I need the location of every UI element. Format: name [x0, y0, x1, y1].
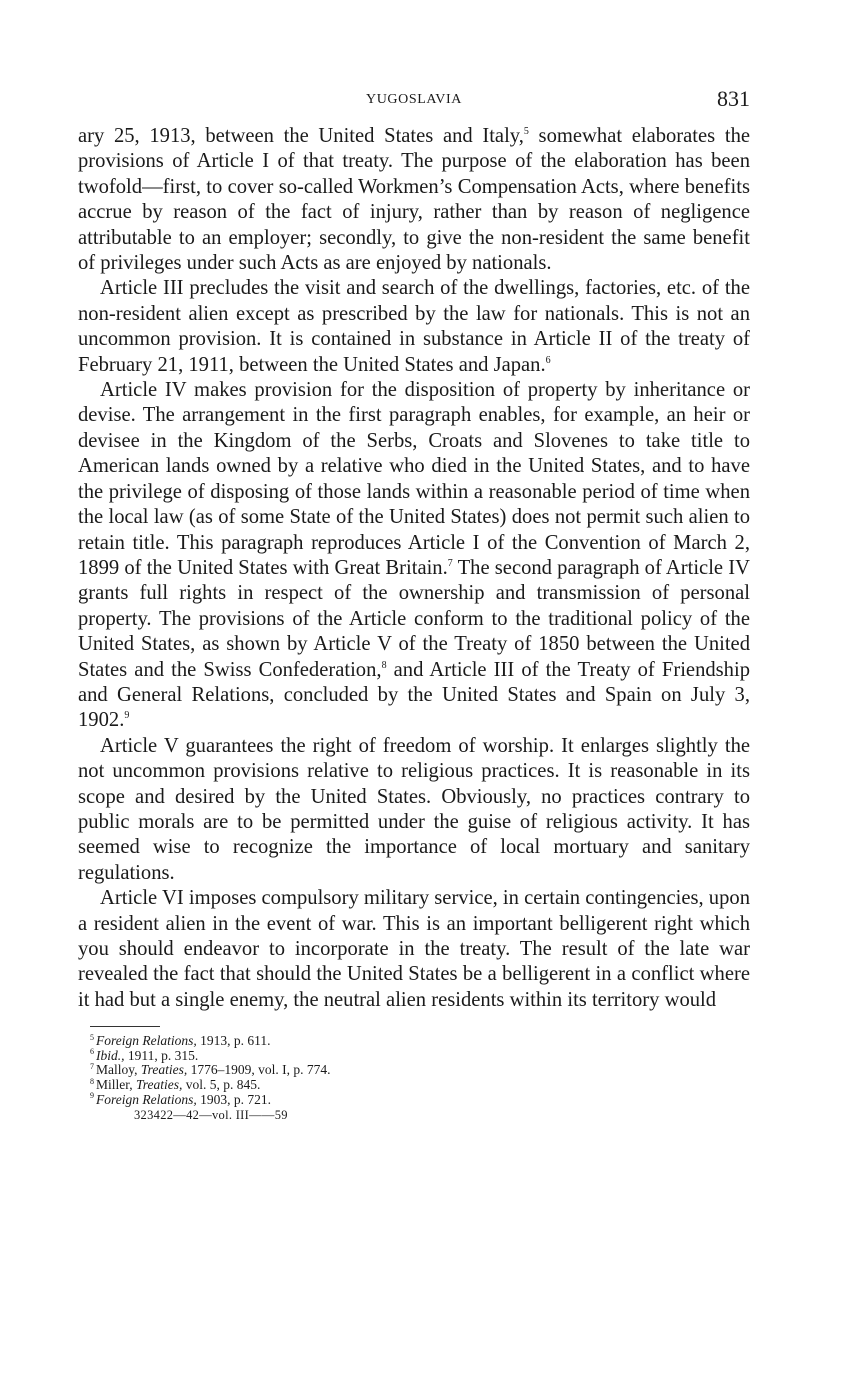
footnote [90, 1034, 750, 1049]
body-paragraph [78, 734, 750, 886]
paragraph-text: Article VI imposes compulsory military service, in certain contingencies, upon a resident alien in the event of war. This is an important belligerent right which you should endeavor to incorporate in the treaty. The result of the late war revealed the fact that should the United States be a belligerent in a conflict where it had but a single enemy, the neutral alien residents within its territory would [78, 887, 750, 1011]
page-number: 831 [717, 86, 750, 111]
footnote-source-title: Ibid., [96, 1047, 125, 1063]
footnote [90, 1063, 750, 1078]
footnote-source-title: Foreign Relations, [96, 1033, 197, 1049]
body-paragraph [78, 886, 750, 1013]
paragraph-text: somewhat elaborates the provisions of Article I of that treaty. The purpose of the elaboration has been twofold—first, to cover so-called Workmen’s Compensation Acts, where benefits accrue by reason of the fact of injury, rather than by reason of negligence attributable to an employer; secondly, to give the non-resident the same benefit of privileges under such Acts as are enjoyed by nationals. [78, 125, 750, 275]
footnote-citation: vol. 5, p. 845. [182, 1077, 261, 1092]
paragraph-text: Article IV makes provision for the disposition of property by inheritance or devise. The arrangement in the first paragraph enables, for example, an heir or devisee in the Kingdom of the Serbs, Croats and Slovenes to take title to American lands owned by a relative who died in the United States, and to have the privilege of disposing of those lands within a reasonable period of time when the local law (as of some State of the United States) does not permit such alien to retain title. This paragraph reproduces Article I of the Convention of March 2, 1899 of the United States with Great Britain. [78, 379, 750, 579]
paragraph-text: and Article III of the Treaty of Friendship and General Relations, concluded by the United States and Spain on July 3, 1902. [78, 658, 750, 732]
body-text [78, 124, 750, 1013]
footnote-mark: 8 [90, 1076, 94, 1086]
footnote-author: Miller, [96, 1077, 136, 1092]
footnote-mark: 5 [90, 1032, 94, 1042]
paragraph-text: ary 25, 1913, between the United States and Italy, [78, 125, 524, 147]
footnote [90, 1078, 750, 1093]
footnote-mark: 6 [90, 1047, 94, 1057]
running-title: YUGOSLAVIA [366, 92, 462, 107]
body-paragraph [78, 276, 750, 378]
footnote-source-title: Treaties, [140, 1062, 188, 1078]
body-paragraph [78, 378, 750, 734]
running-head [78, 86, 750, 116]
footnote-reference: 8 [381, 659, 387, 671]
footnote-reference: 9 [124, 710, 130, 722]
printer-signature: 323422—42—vol. III——59 [134, 1108, 288, 1123]
paragraph-text: Article III precludes the visit and search of the dwellings, factories, etc. of the non-resident alien except as prescribed by the law for nationals. This is not an uncommon provision. It is contained in substance in Article II of the treaty of February 21, 1911, between the United States and Japan. [78, 277, 750, 376]
paragraph-text: The second paragraph of Article IV grants full rights in respect of the ownership and transmission of personal property. The provisions of the Article conform to the traditional policy of the United States, as shown by Article V of the Treaty of 1850 between the United States and the Swiss Confederation, [78, 556, 750, 681]
footnote-mark: 7 [90, 1061, 94, 1071]
document-page [78, 86, 750, 1123]
footnote [90, 1093, 750, 1108]
footnote-author: Malloy, [96, 1062, 141, 1078]
footnote-citation: 1776–1909, vol. I, p. 774. [187, 1062, 331, 1078]
footnote-citation: 1903, p. 721. [196, 1091, 271, 1107]
footnote-citation: 1911, p. 315. [124, 1047, 199, 1063]
body-paragraph [78, 124, 750, 276]
footnote-reference: 7 [447, 558, 453, 570]
footnote-reference: 5 [523, 126, 529, 138]
footnotes [78, 1034, 750, 1107]
footnote-citation: 1913, p. 611. [196, 1033, 271, 1049]
footnote-divider [90, 1026, 160, 1027]
footnote-source-title: Treaties, [135, 1077, 183, 1092]
footnote-reference: 6 [545, 354, 551, 366]
footnote-mark: 9 [90, 1091, 94, 1101]
paragraph-text: Article V guarantees the right of freedom of worship. It enlarges slightly the not uncommon provisions relative to religious practices. It is reasonable in its scope and desired by the United States. Obviously, no practices contrary to public morals are to be permitted under the guise of religious activity. It has seemed wise to recognize the importance of local mortuary and sanitary regulations. [78, 734, 750, 884]
footnote-source-title: Foreign Relations, [96, 1091, 197, 1107]
